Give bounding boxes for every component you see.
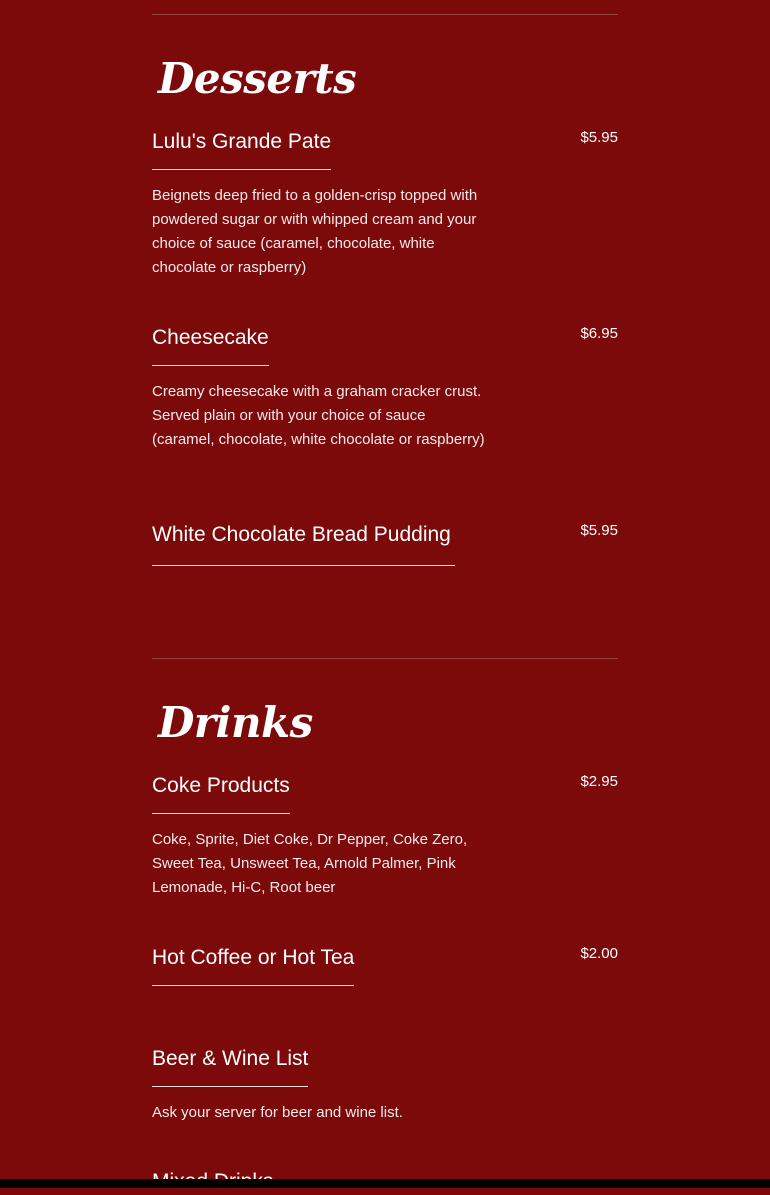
section-title-drinks: Drinks [158,698,313,747]
section-divider-top [152,14,618,15]
menu-item-price: $6.95 [580,325,618,342]
menu-item [152,772,618,900]
menu-item-name: Beer & Wine List [152,1045,308,1087]
menu-item-description: Beignets deep fried to a golden-crisp topped with powdered sugar or with whipped cream and your choice of sauce (caramel, chocolate, white chocolate or raspberry) [152,187,478,276]
menu-item-name: Hot Coffee or Hot Tea [152,944,354,986]
menu-item-description: Coke, Sprite, Diet Coke, Dr Pepper, Coke Zero, Sweet Tea, Unsweet Tea, Arnold Palmer, Pink Lemonade, Hi-C, Root beer [152,831,468,896]
menu-item [152,521,618,566]
menu-item [152,1045,618,1125]
menu-item-name: Lulu's Grande Pate [152,128,331,170]
section-title-desserts: Desserts [158,54,357,103]
menu-item-price: $5.95 [580,129,618,146]
menu-item-description: Ask your server for beer and wine list. [152,1104,403,1121]
menu-item-name: Coke Products [152,772,290,814]
bottom-bar [0,1179,770,1188]
menu-item-description: Creamy cheesecake with a graham cracker crust. Served plain or with your choice of sauce (caramel, chocolate, white chocolate or raspberry) [152,383,485,448]
menu-item [152,128,618,280]
menu-item-name: White Chocolate Bread Pudding [152,521,455,566]
menu-item-price: $2.95 [580,773,618,790]
menu-item-name: Cheesecake [152,324,269,366]
menu-item-price: $2.00 [580,945,618,962]
menu-item [152,324,618,452]
menu-item [152,944,618,986]
menu-item-price: $5.95 [580,522,618,539]
section-divider [152,658,618,659]
